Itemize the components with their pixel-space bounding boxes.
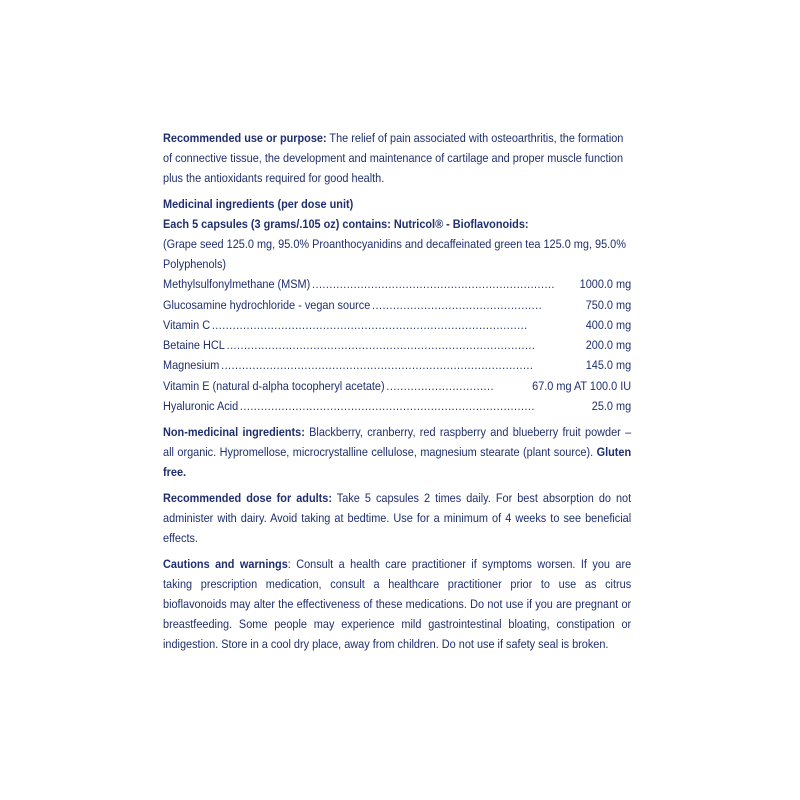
ingredient-row [163,396,631,416]
ingredient-name: Methylsulfonylmethane (MSM) [163,277,311,292]
ingredient-amount: 400.0 mg [585,317,632,332]
medicinal-heading [163,194,631,214]
ingredient-row [163,274,631,294]
ingredient-row [163,355,631,375]
medicinal-subheading-text: Each 5 capsules (3 grams/.105 oz) contains: Nutricol® - Bioflavonoids: [163,217,529,231]
recommended-dose-text: Take 5 capsules 2 times daily. For best absorption do not administer with dairy. Avoid taking at bedtime. Use for a minimum of 4 weeks to see beneficial effects. [163,491,632,546]
cautions-warnings [163,554,631,654]
recommended-use-text: The relief of pain associated with osteoarthritis, the formation of connective tissue, the development and maintenance of cartilage and proper muscle function plus the antioxidants required for good health. [163,131,624,185]
ingredient-leader: ........................................................................................... [211,317,528,332]
cautions-text: : Consult a health care practitioner if symptoms worsen. If you are taking prescription medication, consult a healthcare practitioner prior to use as citrus bioflavonoids may alter the effectiveness of these medications. Do not use if you are pregnant or breastfeeding. Some people may experience mild gastrointestinal bloating, constipation or indigestion. Store in a cool dry place, away from children. Do not use if safety seal is broken. [163,557,632,652]
ingredient-amount: 750.0 mg [585,297,632,312]
recommended-dose [163,488,631,548]
medicinal-note: (Grape seed 125.0 mg, 95.0% Proanthocyanidins and decaffeinated green tea 125.0 mg, 95.0% Polyphenols) [163,237,626,271]
non-medicinal-text: Blackberry, cranberry, red raspberry and blueberry fruit powder – all organic. Hypromellose, microcrystalline cellulose, magnesium stearate (plant source). [163,425,632,460]
ingredient-leader: ............................... [386,378,494,393]
recommended-dose-heading: Recommended dose for adults: [163,491,332,506]
medicinal-heading-text: Medicinal ingredients (per dose unit) [163,197,354,211]
ingredient-name: Vitamin C [163,317,211,332]
ingredient-name: Glucosamine hydrochloride - vegan source [163,297,371,312]
ingredient-name: Hyaluronic Acid [163,399,239,414]
ingredient-leader: ......................................................................................... [226,338,536,353]
recommended-use-heading: Recommended use or purpose: [163,131,327,145]
ingredient-row [163,335,631,355]
medicinal-subheading [163,214,631,234]
gluten-free-note: Gluten free. [163,445,632,480]
ingredient-row [163,375,631,395]
ingredient-list [163,274,631,416]
recommended-use [163,128,631,188]
non-medicinal-heading: Non-medicinal ingredients: [163,425,305,440]
ingredient-leader: .......................................................................................... [221,358,534,373]
ingredient-leader: ................................................. [372,297,543,312]
ingredient-amount: 200.0 mg [585,338,632,353]
ingredient-leader: ...................................................................... [312,277,555,292]
ingredient-amount: 1000.0 mg [579,277,632,292]
ingredient-row [163,315,631,335]
ingredient-amount: 25.0 mg [591,399,632,414]
cautions-heading: Cautions and warnings [163,557,288,572]
non-medicinal [163,422,631,482]
ingredient-name: Vitamin E (natural d-alpha tocopheryl acetate) [163,378,385,393]
ingredient-name: Magnesium [163,358,220,373]
ingredient-row [163,294,631,314]
ingredient-amount: 145.0 mg [585,358,632,373]
ingredient-amount: 67.0 mg AT 100.0 IU [532,378,632,393]
ingredient-leader: ..................................................................................... [239,399,535,414]
ingredient-name: Betaine HCL [163,338,225,353]
supplement-label [163,128,631,654]
